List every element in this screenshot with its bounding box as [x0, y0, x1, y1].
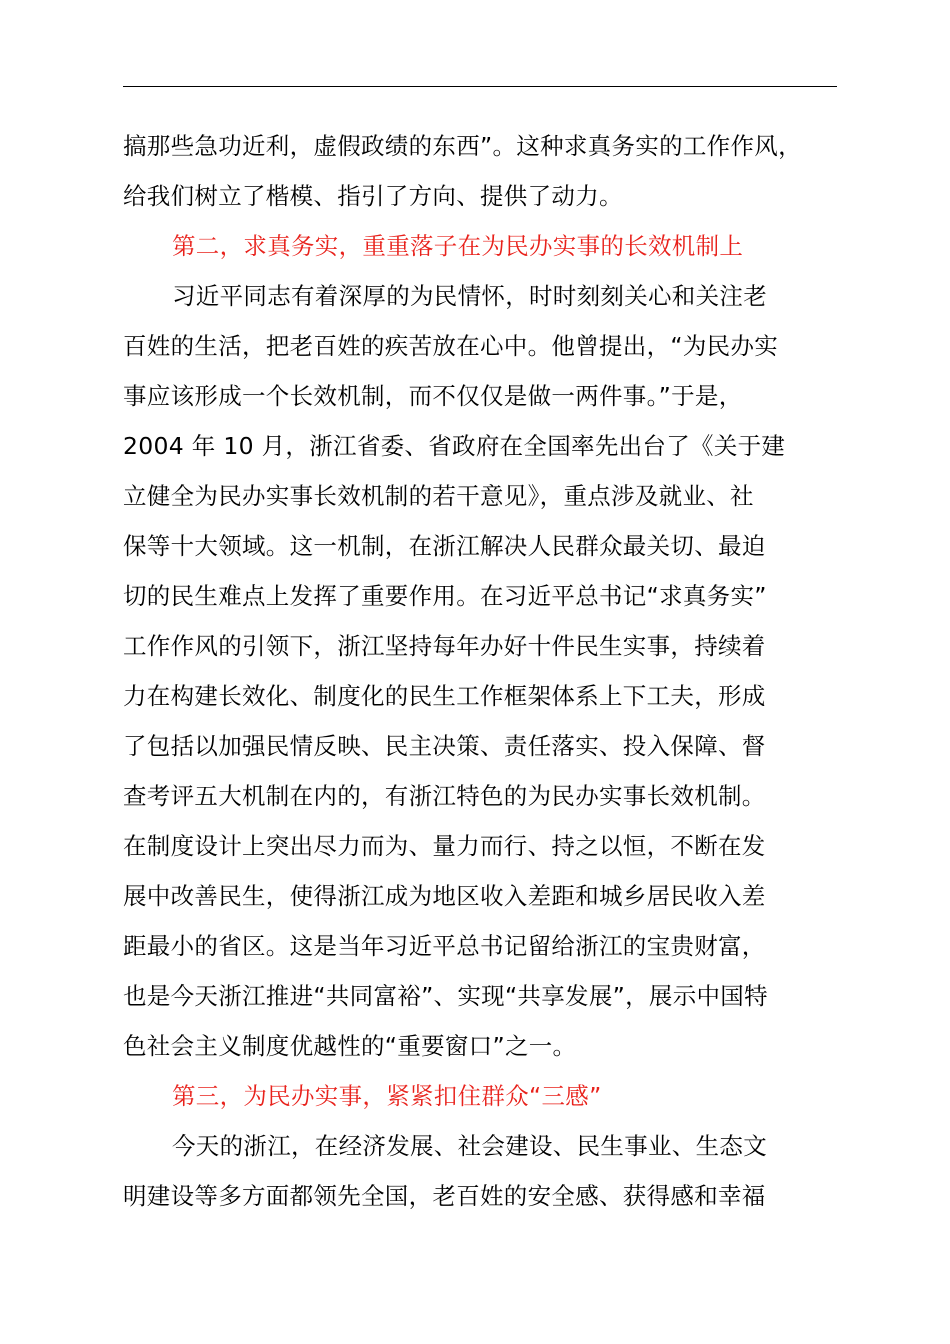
- text-line: 了包括以加强民情反映、民主决策、责任落实、投入保障、督: [123, 732, 766, 760]
- text-line: 百姓的生活，把老百姓的疾苦放在心中。他曾提出，“为民办实: [123, 332, 779, 360]
- text-line: 保等十大领域。这一机制，在浙江解决人民群众最关切、最迫: [123, 532, 766, 560]
- text-line: 力在构建长效化、制度化的民生工作框架体系上下工夫，形成: [123, 682, 766, 710]
- text-line: 2004 年 10 月，浙江省委、省政府在全国率先出台了《关于建: [123, 432, 786, 460]
- text-line: 工作作风的引领下，浙江坚持每年办好十件民生实事，持续着: [123, 632, 766, 660]
- text-line: 明建设等多方面都领先全国，老百姓的安全感、获得感和幸福: [123, 1182, 766, 1210]
- text-line: 搞那些急功近利，虚假政绩的东西”。这种求真务实的工作作风，: [123, 132, 802, 160]
- text-line: 今天的浙江，在经济发展、社会建设、民生事业、生态文: [172, 1132, 767, 1160]
- text-line: 事应该形成一个长效机制，而不仅仅是做一两件事。”于是，: [123, 382, 743, 410]
- text-line: 色社会主义制度优越性的“重要窗口”之一。: [123, 1032, 577, 1060]
- text-line: 查考评五大机制在内的，有浙江特色的为民办实事长效机制。: [123, 782, 766, 810]
- text-line: 习近平同志有着深厚的为民情怀，时时刻刻关心和关注老: [172, 282, 767, 310]
- text-line: 距最小的省区。这是当年习近平总书记留给浙江的宝贵财富，: [123, 932, 766, 960]
- text-line: 给我们树立了楷模、指引了方向、提供了动力。: [123, 182, 623, 210]
- text-line: 展中改善民生，使得浙江成为地区收入差距和城乡居民收入差: [123, 882, 766, 910]
- text-line: 在制度设计上突出尽力而为、量力而行、持之以恒，不断在发: [123, 832, 766, 860]
- text-line: 立健全为民办实事长效机制的若干意见》，重点涉及就业、社: [123, 482, 754, 510]
- header-rule: [123, 86, 837, 87]
- text-line: 也是今天浙江推进“共同富裕”、实现“共享发展”，展示中国特: [123, 982, 768, 1010]
- section-heading-3: 第三，为民办实事，紧紧扣住群众“三感”: [172, 1082, 602, 1110]
- section-heading-2: 第二，求真务实，重重落子在为民办实事的长效机制上: [172, 232, 744, 260]
- text-line: 切的民生难点上发挥了重要作用。在习近平总书记“求真务实”: [123, 582, 767, 610]
